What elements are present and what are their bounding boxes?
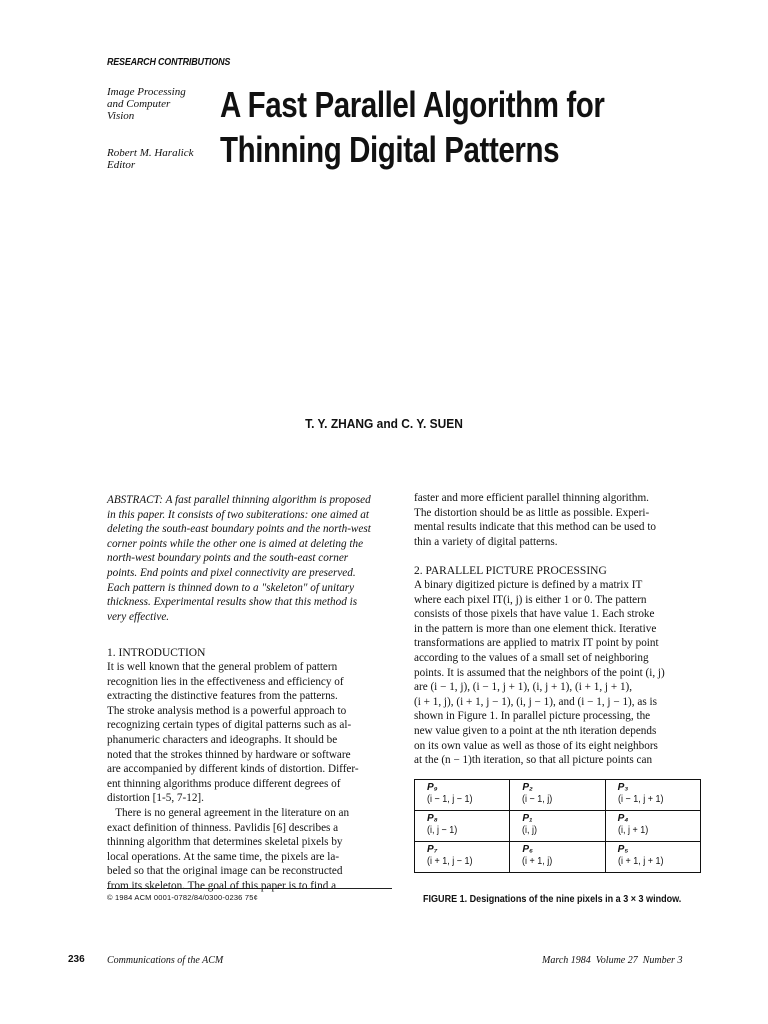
- body-line: where each pixel IT(i, j) is either 1 or 0. The pattern: [414, 593, 647, 606]
- abstract-line: deleting the south-east boundary points and the north-west: [107, 523, 371, 536]
- body-line: phanumeric characters and ideographs. It should be: [107, 733, 338, 746]
- pixel-coords: (i + 1, j): [522, 856, 553, 867]
- body-line: thin a variety of digital patterns.: [414, 535, 558, 548]
- body-line: at the (n − 1)th iteration, so that all picture points can: [414, 754, 653, 767]
- pixel-label: P₇: [427, 844, 438, 855]
- pixel-label: P₁: [522, 813, 533, 824]
- pixel-window-table: [414, 779, 701, 873]
- body-line: extracting the distinctive features from the patterns.: [107, 690, 338, 703]
- body-line: mental results indicate that this method can be used to: [414, 521, 657, 534]
- body-line: recognition lies in the effectiveness and efficiency of: [107, 675, 344, 688]
- pixel-coords: (i, j): [522, 825, 538, 836]
- body-line: thinning algorithm that determines skeletal pixels by: [107, 836, 343, 849]
- body-line: A binary digitized picture is defined by a matrix IT: [414, 579, 643, 591]
- body-line: consists of those pixels that have value 1. Each stroke: [414, 608, 655, 621]
- pixel-label: P₆: [522, 844, 533, 855]
- editor-name: Robert M. Haralick: [107, 147, 194, 159]
- pixel-cell: [415, 811, 510, 842]
- paper-title-line-1: A Fast Parallel Algorithm for: [220, 84, 605, 125]
- pixel-coords: (i, j + 1): [617, 825, 648, 836]
- pixel-label: P₉: [427, 782, 438, 793]
- pixel-coords: (i − 1, j − 1): [427, 794, 473, 805]
- abstract-line: A fast parallel thinning algorithm is proposed: [165, 494, 371, 506]
- body-line: new value given to a point at the nth iteration depends: [414, 724, 657, 737]
- table-row: [415, 811, 701, 842]
- pixel-cell: [605, 780, 700, 811]
- abstract-line: corner points while the other one is aimed at deleting the: [107, 537, 364, 550]
- editor-label: [107, 147, 217, 171]
- journal-name: Communications of the ACM: [107, 955, 224, 966]
- body-line: The stroke analysis method is a powerful approach to: [107, 704, 347, 717]
- page-number: 236: [68, 954, 85, 965]
- introduction-heading: 1. INTRODUCTION: [107, 647, 206, 659]
- abstract-line: Each pattern is thinned down to a "skeleton" of unitary: [107, 581, 355, 594]
- body-line: recognizing certain types of digital patterns such as al-: [107, 719, 352, 732]
- pixel-coords: (i − 1, j): [522, 794, 553, 805]
- body-line: from its skeleton. The goal of this paper is to find a: [107, 879, 337, 892]
- pixel-coords: (i, j − 1): [427, 825, 458, 836]
- body-line: points. It is assumed that the neighbors of the point (i, j): [414, 666, 665, 679]
- body-line: local operations. At the same time, the pixels are la-: [107, 850, 340, 863]
- body-line: exact definition of thinness. Pavlidis [6] describes a: [107, 821, 339, 834]
- abstract-line: points. End points and pixel connectivity are preserved.: [107, 566, 356, 579]
- introduction-body: [107, 660, 392, 894]
- abstract-line: thickness. Experimental results show that this method is: [107, 596, 358, 609]
- table-row: [415, 842, 701, 873]
- pixel-label: P₂: [522, 782, 533, 793]
- body-line: There is no general agreement in the literature on an: [107, 806, 350, 819]
- pixel-cell: [415, 780, 510, 811]
- editor-role: Editor: [107, 159, 136, 171]
- authors: T. Y. ZHANG and C. Y. SUEN: [305, 416, 463, 431]
- pixel-cell: [510, 842, 605, 873]
- body-line: distortion [1-5, 7-12].: [107, 792, 204, 805]
- parallel-processing-heading: 2. PARALLEL PICTURE PROCESSING: [414, 565, 607, 577]
- abstract: [107, 493, 392, 624]
- body-line: beled so that the original image can be reconstructed: [107, 865, 343, 878]
- body-line: It is well known that the general problem of pattern: [107, 661, 338, 673]
- pixel-cell: [605, 842, 700, 873]
- pixel-cell: [510, 811, 605, 842]
- body-line: (i + 1, j), (i + 1, j − 1), (i, j − 1), and (i − 1, j − 1), as is: [414, 695, 657, 708]
- body-line: transformations are applied to matrix IT point by point: [414, 637, 659, 650]
- pixel-coords: (i + 1, j + 1): [617, 856, 664, 867]
- issue-info: March 1984 Volume 27 Number 3: [542, 955, 683, 966]
- abstract-line: in this paper. It consists of two subiterations: one aimed at: [107, 508, 369, 521]
- department-label: [107, 86, 217, 122]
- body-line: noted that the strokes thinned by hardware or software: [107, 748, 351, 761]
- abstract-label: ABSTRACT:: [107, 494, 163, 506]
- pixel-coords: (i + 1, j − 1): [427, 856, 473, 867]
- body-line: according to the values of a small set of neighboring: [414, 651, 649, 664]
- introduction-continuation: [414, 491, 704, 549]
- body-line: in the pattern is more than one element thick. Iterative: [414, 622, 657, 635]
- abstract-line: very effective.: [107, 610, 170, 623]
- abstract-line: north-west boundary points and the south-east corner: [107, 552, 349, 565]
- body-line: faster and more efficient parallel thinning algorithm.: [414, 492, 649, 504]
- parallel-processing-body: [414, 578, 704, 768]
- pixel-cell: [415, 842, 510, 873]
- section-tag: RESEARCH CONTRIBUTIONS: [107, 56, 231, 68]
- body-line: are accompanied by different kinds of distortion. Differ-: [107, 763, 359, 776]
- pixel-coords: (i − 1, j + 1): [617, 794, 664, 805]
- pixel-cell: [510, 780, 605, 811]
- department-line: and Computer: [107, 98, 171, 110]
- body-line: are (i − 1, j), (i − 1, j + 1), (i, j + 1), (i + 1, j + 1),: [414, 681, 633, 694]
- pixel-label: P₄: [617, 813, 629, 824]
- body-line: ent thinning algorithms produce different degrees of: [107, 777, 341, 790]
- figure-caption: FIGURE 1. Designations of the nine pixels in a 3 × 3 window.: [423, 893, 682, 905]
- pixel-label: P₃: [617, 782, 629, 793]
- body-line: The distortion should be as little as possible. Experi-: [414, 506, 650, 519]
- body-line: on its own value as well as those of its eight neighbors: [414, 739, 658, 752]
- footnote-rule: [107, 888, 392, 889]
- body-line: shown in Figure 1. In parallel picture processing, the: [414, 710, 651, 723]
- pixel-cell: [605, 811, 700, 842]
- department-line: Vision: [107, 110, 135, 122]
- department-line: Image Processing: [107, 86, 186, 98]
- copyright-notice: © 1984 ACM 0001-0782/84/0300-0236 75¢: [107, 893, 258, 902]
- table-row: [415, 780, 701, 811]
- pixel-label: P₅: [617, 844, 629, 855]
- paper-title-line-2: Thinning Digital Patterns: [220, 129, 560, 170]
- pixel-label: P₈: [427, 813, 438, 824]
